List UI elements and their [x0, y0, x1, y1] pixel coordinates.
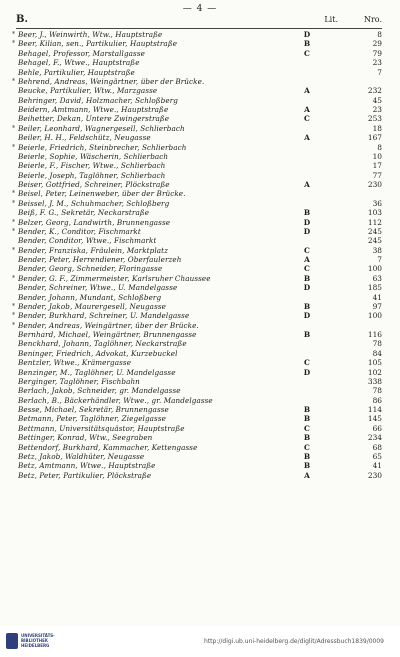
entry-text: Beer, J., Weinwirth, Wtw., Hauptstraße — [18, 30, 163, 39]
section-letter: B. — [16, 14, 28, 25]
directory-entry — [12, 208, 382, 217]
directory-entry — [12, 39, 382, 48]
entry-text: Beierle, Joseph, Taglöhner, Schlierbach — [18, 170, 166, 180]
entry-mark: * — [12, 77, 15, 85]
entry-nro: 167 — [367, 133, 382, 143]
directory-entry — [12, 433, 382, 442]
entry-lit: B — [303, 39, 311, 49]
directory-entry — [12, 471, 382, 480]
directory-entry — [12, 161, 382, 170]
directory-entry — [12, 386, 382, 395]
entry-nro: 7 — [377, 255, 382, 264]
entry-nro: 114 — [367, 405, 382, 414]
entry-nro: 232 — [367, 86, 382, 96]
entry-nro: 7 — [377, 67, 382, 77]
page-footer — [0, 626, 400, 657]
directory-entry — [12, 396, 382, 405]
entry-lit: C — [304, 245, 310, 255]
entry-mark: * — [12, 31, 15, 38]
directory-entry — [12, 218, 382, 227]
header-rule — [16, 28, 382, 29]
entry-nro: 245 — [367, 226, 382, 236]
entry-text: Behle, Partikulier, Hauptstraße — [18, 67, 135, 77]
entry-text: Bender, Johann, Mundant, Schloßberg — [18, 292, 162, 302]
entry-lit: B — [303, 405, 311, 414]
source-url[interactable]: http://digi.ub.uni-heidelberg.de/diglit/Adressbuch1839/0009 — [204, 638, 384, 645]
entry-mark: * — [12, 40, 15, 48]
directory-entry — [12, 339, 382, 348]
directory-list — [12, 30, 382, 480]
entry-nro: 102 — [367, 367, 382, 377]
entry-text: Beer, Kilian, sen., Partikulier, Hauptstraße — [18, 39, 178, 49]
entry-lit: B — [303, 273, 311, 283]
entry-mark: * — [12, 218, 15, 226]
directory-entry — [12, 452, 382, 461]
entry-lit: D — [303, 217, 311, 227]
entry-lit: C — [304, 48, 310, 58]
directory-entry — [12, 189, 382, 198]
library-logo — [6, 631, 54, 653]
directory-entry — [12, 199, 382, 208]
entry-nro: 84 — [372, 348, 382, 358]
entry-text: Bender, Georg, Schneider, Floringasse — [18, 264, 163, 274]
entry-text: Behrend, Andreas, Weingärtner, über der Brücke. — [18, 76, 205, 86]
entry-nro: 77 — [372, 170, 382, 180]
entry-nro: 17 — [372, 161, 382, 171]
directory-entry — [12, 349, 382, 358]
entry-lit: C — [304, 358, 310, 368]
entry-mark: * — [12, 124, 15, 132]
column-nro-label: Nro. — [363, 15, 382, 24]
entry-text: Beissel, J. M., Schuhmacher, Schloßberg — [18, 198, 170, 208]
entry-nro: 185 — [367, 283, 382, 293]
directory-entry — [12, 405, 382, 414]
directory-entry — [12, 152, 382, 161]
directory-entry — [12, 414, 382, 423]
entry-nro: 66 — [372, 423, 382, 433]
entry-nro: 45 — [372, 95, 382, 105]
directory-entry — [12, 77, 382, 86]
entry-lit: C — [304, 114, 310, 124]
entry-nro: 78 — [372, 386, 382, 396]
entry-mark: * — [12, 246, 15, 254]
entry-lit: A — [304, 180, 310, 189]
entry-nro: 8 — [377, 30, 382, 39]
entry-mark: * — [12, 274, 15, 282]
entry-text: Beiler, H. H., Feldschütz, Neugasse — [18, 133, 151, 143]
directory-entry — [12, 236, 382, 245]
entry-lit: A — [304, 105, 310, 114]
entry-lit: D — [303, 311, 311, 321]
directory-entry — [12, 311, 382, 320]
directory-entry — [12, 368, 382, 377]
entry-text: Betmann, Peter, Taglöhner, Ziegelgasse — [18, 414, 166, 424]
entry-text: Beierle, Friedrich, Steinbrecher, Schlierbach — [18, 142, 187, 152]
entry-nro: 86 — [372, 395, 382, 405]
entry-text: Beiß, F. G., Sekretär, Neckarstraße — [18, 208, 150, 218]
entry-text: Betz, Amtmann, Wtwe., Hauptstraße — [18, 461, 156, 471]
entry-nro: 338 — [367, 376, 382, 386]
entry-nro: 41 — [372, 292, 382, 302]
entry-lit: C — [304, 264, 310, 274]
entry-text: Bender, G. F., Zimmermeister, Karlsruher Chaussee — [18, 273, 211, 283]
directory-entry — [12, 330, 382, 339]
directory-entry — [12, 58, 382, 67]
entry-text: Benckhard, Johann, Taglöhner, Neckarstraße — [18, 339, 187, 349]
directory-entry — [12, 443, 382, 452]
entry-nro: 103 — [367, 208, 382, 218]
entry-mark: * — [12, 302, 15, 310]
directory-entry — [12, 246, 382, 255]
directory-entry — [12, 86, 382, 95]
entry-text: Berginger, Taglöhner, Fischbahn — [18, 376, 140, 386]
entry-nro: 63 — [372, 273, 382, 283]
entry-mark: * — [12, 190, 15, 198]
entry-text: Bernhard, Michael, Weingärtner, Brunnengasse — [18, 330, 197, 339]
column-header — [16, 14, 382, 28]
entry-text: Betz, Jakob, Waldhüter, Neugasse — [18, 451, 145, 461]
directory-entry — [12, 227, 382, 236]
entry-nro: 18 — [372, 123, 382, 133]
entry-text: Bender, Burkhard, Schreiner, U. Mandelgasse — [18, 311, 190, 321]
entry-mark: * — [12, 227, 15, 235]
entry-text: Bettmann, Universitätsquästor, Hauptstraße — [18, 423, 185, 433]
directory-entry — [12, 377, 382, 386]
entry-nro: 97 — [372, 301, 382, 311]
directory-entry — [12, 96, 382, 105]
entry-nro: 100 — [367, 264, 382, 274]
entry-text: Beihetter, Dekan, Untere Zwingerstraße — [18, 114, 170, 124]
entry-nro: 29 — [372, 39, 382, 49]
entry-lit: D — [303, 30, 311, 39]
entry-lit: B — [303, 330, 311, 339]
entry-nro: 78 — [372, 339, 382, 349]
entry-nro: 234 — [367, 433, 382, 443]
entry-nro: 38 — [372, 245, 382, 255]
entry-nro: 253 — [367, 114, 382, 124]
entry-lit: D — [303, 226, 311, 236]
entry-text: Beisel, Peter, Leinenweber, über der Brücke. — [18, 189, 186, 199]
entry-lit: C — [304, 423, 310, 433]
entry-lit: A — [304, 133, 310, 143]
directory-entry — [12, 293, 382, 302]
entry-nro: 230 — [367, 470, 382, 480]
directory-entry — [12, 264, 382, 273]
entry-nro: 65 — [372, 451, 382, 461]
entry-nro: 245 — [367, 236, 382, 246]
directory-entry — [12, 255, 382, 264]
entry-text: Beierle, Sophie, Wäscherin, Schlierbach — [18, 151, 169, 161]
entry-nro: 23 — [372, 105, 382, 114]
entry-nro: 8 — [377, 142, 382, 152]
directory-entry — [12, 68, 382, 77]
entry-text: Berlach, B., Bäckerhändler, Wtwe., gr. Mandelgasse — [18, 395, 213, 405]
entry-nro: 100 — [367, 311, 382, 321]
directory-entry — [12, 105, 382, 114]
entry-lit: A — [304, 255, 310, 264]
directory-entry — [12, 274, 382, 283]
entry-text: Berlach, Jakob, Schneider, gr. Mandelgasse — [18, 386, 181, 396]
entry-lit: C — [304, 442, 310, 452]
entry-text: Behringer, David, Holzmacher, Schloßberg — [18, 95, 178, 105]
entry-text: Bender, Andreas, Weingärtner, über der Brücke. — [18, 320, 199, 330]
logo-line: HEIDELBERG — [21, 643, 50, 648]
entry-text: Bender, Schreiner, Wtwe., U. Mandelgasse — [18, 283, 178, 293]
directory-entry — [12, 124, 382, 133]
directory-entry — [12, 30, 382, 39]
entry-lit: B — [303, 451, 311, 461]
entry-nro: 105 — [367, 358, 382, 368]
entry-nro: 36 — [372, 198, 382, 208]
entry-lit: A — [304, 470, 310, 480]
entry-text: Bender, K., Conditor, Fischmarkt — [18, 226, 141, 236]
entry-lit: D — [303, 283, 311, 293]
directory-entry — [12, 283, 382, 292]
directory-entry — [12, 424, 382, 433]
logo-line: BIBLIOTHEK — [21, 638, 48, 643]
logo-line: UNIVERSITÄTS- — [21, 633, 55, 638]
entry-nro: 68 — [372, 442, 382, 452]
entry-lit: B — [303, 433, 311, 443]
entry-text: Beidern, Amtmann, Wtwe., Hauptstraße — [18, 105, 169, 114]
entry-lit: D — [303, 367, 311, 377]
entry-text: Beiser, Gottfried, Schreiner, Plöckstraße — [18, 180, 170, 189]
library-seal-icon — [6, 633, 18, 649]
entry-text: Beninger, Friedrich, Advokat, Kurzebuckel — [18, 348, 178, 358]
entry-nro: 116 — [367, 330, 382, 339]
directory-entry — [12, 114, 382, 123]
entry-lit: B — [303, 208, 311, 218]
directory-entry — [12, 49, 382, 58]
entry-mark: * — [12, 321, 15, 329]
entry-lit: B — [303, 414, 311, 424]
directory-entry — [12, 143, 382, 152]
directory-entry — [12, 321, 382, 330]
entry-lit: A — [304, 86, 310, 96]
page-number: — 4 — — [182, 4, 218, 14]
directory-entry — [12, 302, 382, 311]
entry-text: Benzinger, M., Taglöhner, U. Mandelgasse — [18, 367, 176, 377]
entry-text: Bender, Jakob, Maurergesell, Neugasse — [18, 301, 167, 311]
entry-mark: * — [12, 312, 15, 320]
entry-text: Beierle, F., Fischer, Wtwe., Schlierbach — [18, 161, 166, 171]
entry-text: Belzer, Georg, Landwirth, Brunnengasse — [18, 217, 171, 227]
entry-text: Beiler, Leonhard, Wagnergesell, Schlierbach — [18, 123, 185, 133]
entry-nro: 23 — [372, 58, 382, 68]
entry-nro: 230 — [367, 180, 382, 189]
entry-text: Betz, Peter, Partikulier, Plöckstraße — [18, 470, 152, 480]
entry-nro: 10 — [372, 151, 382, 161]
entry-text: Behagel, Professor, Marstallgasse — [18, 48, 145, 58]
entry-text: Bentzler, Wtwe., Krämergasse — [18, 358, 132, 368]
entry-lit: B — [303, 461, 311, 471]
entry-lit: B — [303, 301, 311, 311]
entry-nro: 41 — [372, 461, 382, 471]
directory-entry — [12, 358, 382, 367]
entry-text: Besse, Michael, Sekretär, Brunnengasse — [18, 405, 169, 414]
directory-entry — [12, 133, 382, 142]
entry-text: Behagel, F., Wtwe., Hauptstraße — [18, 58, 140, 68]
directory-entry — [12, 461, 382, 470]
entry-text: Bender, Franziska, Fräulein, Marktplatz — [18, 245, 169, 255]
entry-text: Bender, Peter, Herrendiener, Oberfaulerzeh — [18, 255, 182, 264]
entry-nro: 112 — [367, 217, 382, 227]
directory-entry — [12, 171, 382, 180]
column-lit-label: Lit. — [324, 15, 338, 24]
entry-nro: 79 — [372, 48, 382, 58]
directory-entry — [12, 180, 382, 189]
entry-mark: * — [12, 143, 15, 151]
entry-text: Bettendorf, Burkhard, Kammacher, Kettengasse — [18, 442, 198, 452]
entry-text: Bettinger, Konrad, Wtw., Seegraben — [18, 433, 153, 443]
entry-text: Beucke, Partikulier, Wtw., Marzgasse — [18, 86, 158, 96]
entry-nro: 145 — [367, 414, 382, 424]
entry-text: Bender, Conditor, Wtwe., Fischmarkt — [18, 236, 157, 246]
entry-mark: * — [12, 199, 15, 207]
